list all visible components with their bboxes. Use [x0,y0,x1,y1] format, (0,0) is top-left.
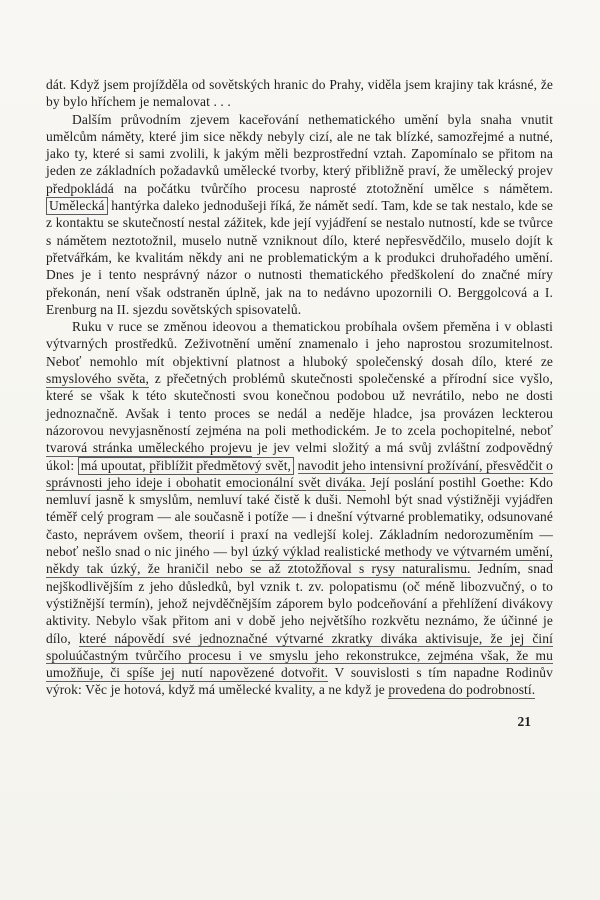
pencil-box-annotation: Umělecká [46,197,108,215]
text-segment: Jedním, snad nejškodlivějším z jeho důsledků, byl vznik t. zv. polopatismu (oč méně libozvučný, o to výstižnější termín), jehož nejvděčnějším záporem bylo podceňování a přehlížení divákovy aktivity. Nebylo však přitom ani v době jeho největšího rozkvětu neznámo, že účinné je dílo, [46,561,553,646]
paragraph [46,318,553,699]
pencil-underline-annotation: úzký výklad realistické methody ve výtvarném umění, někdy tak úzký, že hraničil nebo se až ztotožňoval s rysy naturalismu. [46,544,554,577]
text-segment: je jev velmi složitý a má svůj zvláštní zodpovědný úkol: [46,440,553,473]
text-segment: z přečetných problémů skutečnosti společenské a přírodní sice vyšlo, které se však k této skutečnosti svou konečnou podobou už nevrátilo, nebo ne dosti jednoznačně. Avšak i tento proces se nedál a neděje hladce, jsa provázen leckterou názorovou nevyjasněností zejména na poli methodickém. Je to zcela pochopitelné, neboť [46,371,553,438]
pencil-underline-annotation: smyslového světa, [46,371,149,387]
pencil-underline-annotation: navodit jeho intensivní prožívání, přesvědčit o správnosti jeho ideje i obohatit emocionální svět diváka. [46,457,553,490]
text-segment: hantýrka daleko jednodušeji říká, že námět sedí. Tam, kde se tak nestalo, kde se z kontaktu se skutečností nestal zážitek, kde její vyjádření se nestalo nutností, kde se tvůrce s námětem neztotožnil, muselo nutně vzniknout dílo, které nepřesvědčilo, muselo dojít k přetvářkám, ke kvalitám někdy ani ne problematickým a k produkci druhořadého umění. Dnes je i tento nesprávný názor o nutnosti thematického předškolení do značné míry překonán, není však odstraněn úplně, jak na to nedávno upozornili O. Berggolcová a I. Erenburg na II. sjezdu sovětských spisovatelů. [46,198,553,317]
text-segment: Ruku v ruce se změnou ideovou a thematickou probíhala ovšem přeměna i v oblasti výtvarných prostředků. Zeživotnění umění znamenalo i jeho naprostou srozumitelnost. Neboť nemohlo mít objektivní platnost a hluboký společenský dosah dílo, které ze [46,319,553,369]
text-segment: Její poslání postihl Goethe: Kdo nemluví jasně k smyslům, nemluví také čistě k duši. Nemohl být snad výstižněji vyjádřen téměř celý program — ale současně i potíže — i dnešní výtvarné problematiky, odsunované často, neprávem ovšem, theorií i praxí na vedlejší kolej. Základním nedorozuměním — neboť nešlo snad o nic jiného — byl [46,474,553,560]
page-number: 21 [517,713,531,729]
pencil-box-annotation: má upoutat, přiblížit předmětový svět, [78,457,294,475]
text-segment: dát. Když jsem projížděla od sovětských hranic do Prahy, viděla jsem krajiny tak krásné, že by bylo hříchem je nemalovat . . . [46,77,553,110]
paragraph [46,76,553,111]
pencil-underline-annotation: tvarová stránka uměleckého projevu [46,440,252,456]
pencil-underline-annotation: které nápovědí své jednoznačné výtvarné zkratky diváka aktivisuje, že jej činí spoluúčastným tvůrčího procesu i ve smyslu jeho rekonstrukce, zejména však, že mu umožňuje, či spíše jej nutí napovězené dotvořit. [46,630,553,681]
paragraph [46,111,553,319]
text-segment: V souvislosti s tím napadne Rodinův výrok: Věc je hotová, když má umělecké kvality, a ne když je [46,665,553,698]
text-segment: Dalším průvodním zjevem kaceřování nethematického umění byla snaha vnutit umělcům náměty, které jim sice někdy nebyly cizí, ale ne tak blízké, samozřejmé a nutné, jako ty, které si sami zvolili, k jakým měli bezprostřední vztah. Zapomínalo se přitom na jeden ze základních požadavků umělecké tvorby, který přibližně praví, že umělecký projev předpokládá na počátku tvůrčího procesu naprosté ztotožnění umělce s námětem. [46,111,553,196]
pencil-underline-annotation: provedena do podrobností. [388,682,536,698]
